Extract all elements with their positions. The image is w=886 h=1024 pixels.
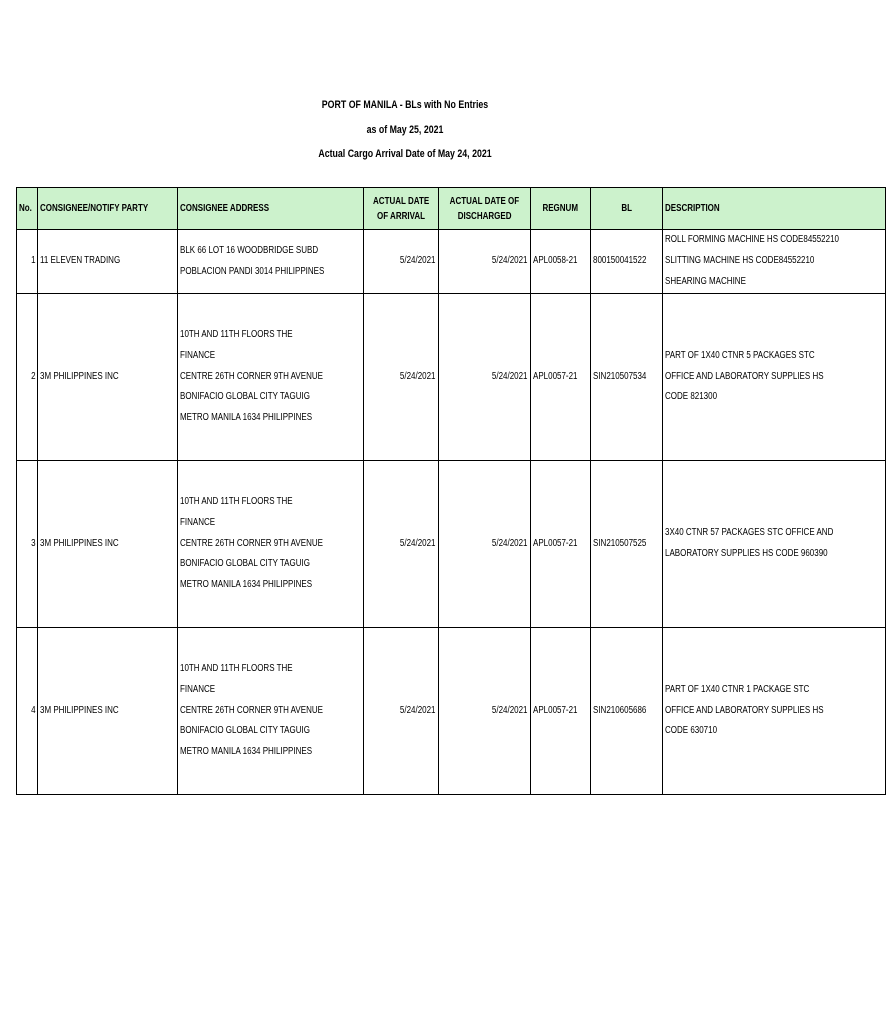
row-arrival-date: 5/24/2021 [363,461,438,628]
row-no: 1 [17,230,38,294]
row-regnum: APL0057-21 [530,628,591,795]
header-regnum: REGNUM [530,188,591,230]
table-row [17,230,886,294]
header-description: DESCRIPTION [663,188,885,230]
row-consignee: 11 ELEVEN TRADING [38,230,178,294]
arrival-date-line: Actual Cargo Arrival Date of May 24, 2021 [318,148,492,160]
row-regnum: APL0057-21 [530,461,591,628]
row-address: 10TH AND 11TH FLOORS THE FINANCE CENTRE 26TH CORNER 9TH AVENUE BONIFACIO GLOBAL CITY TAGUIG METRO MANILA 1634 PHILIPPINES [178,628,363,795]
row-regnum: APL0058-21 [530,230,591,294]
row-consignee: 3M PHILIPPINES INC [38,461,178,628]
row-discharged-date: 5/24/2021 [438,628,530,795]
header-address: CONSIGNEE ADDRESS [178,188,363,230]
table-row [17,294,886,461]
row-bl: 800150041522 [591,230,663,294]
row-bl: SIN210605686 [591,628,663,795]
row-description: PART OF 1X40 CTNR 1 PACKAGE STC OFFICE AND LABORATORY SUPPLIES HS CODE 630710 [663,628,885,795]
row-consignee: 3M PHILIPPINES INC [38,628,178,795]
row-description: ROLL FORMING MACHINE HS CODE84552210 SLITTING MACHINE HS CODE84552210 SHEARING MACHINE [663,230,885,294]
row-bl: SIN210507534 [591,294,663,461]
header-consignee: CONSIGNEE/NOTIFY PARTY [38,188,178,230]
header-bl: BL [591,188,663,230]
header-discharged: ACTUAL DATE OF DISCHARGED [438,188,530,230]
header-arrival: ACTUAL DATE OF ARRIVAL [363,188,438,230]
row-description: 3X40 CTNR 57 PACKAGES STC OFFICE AND LABORATORY SUPPLIES HS CODE 960390 [663,461,885,628]
row-arrival-date: 5/24/2021 [363,230,438,294]
table-header-row [17,188,886,230]
row-no: 4 [17,628,38,795]
report-title: PORT OF MANILA - BLs with No Entries [321,99,489,111]
row-arrival-date: 5/24/2021 [363,294,438,461]
row-description: PART OF 1X40 CTNR 5 PACKAGES STC OFFICE AND LABORATORY SUPPLIES HS CODE 821300 [663,294,885,461]
row-discharged-date: 5/24/2021 [438,461,530,628]
table-row [17,628,886,795]
row-discharged-date: 5/24/2021 [438,294,530,461]
row-address: 10TH AND 11TH FLOORS THE FINANCE CENTRE 26TH CORNER 9TH AVENUE BONIFACIO GLOBAL CITY TAGUIG METRO MANILA 1634 PHILIPPINES [178,294,363,461]
row-no: 2 [17,294,38,461]
row-discharged-date: 5/24/2021 [438,230,530,294]
report-date-line: as of May 25, 2021 [366,124,444,136]
row-regnum: APL0057-21 [530,294,591,461]
bl-table [16,187,886,795]
row-arrival-date: 5/24/2021 [363,628,438,795]
row-address: BLK 66 LOT 16 WOODBRIDGE SUBD POBLACION PANDI 3014 PHILIPPINES [178,230,363,294]
row-consignee: 3M PHILIPPINES INC [38,294,178,461]
header-no: No. [17,188,38,230]
table-row [17,461,886,628]
row-address: 10TH AND 11TH FLOORS THE FINANCE CENTRE 26TH CORNER 9TH AVENUE BONIFACIO GLOBAL CITY TAGUIG METRO MANILA 1634 PHILIPPINES [178,461,363,628]
row-bl: SIN210507525 [591,461,663,628]
row-no: 3 [17,461,38,628]
